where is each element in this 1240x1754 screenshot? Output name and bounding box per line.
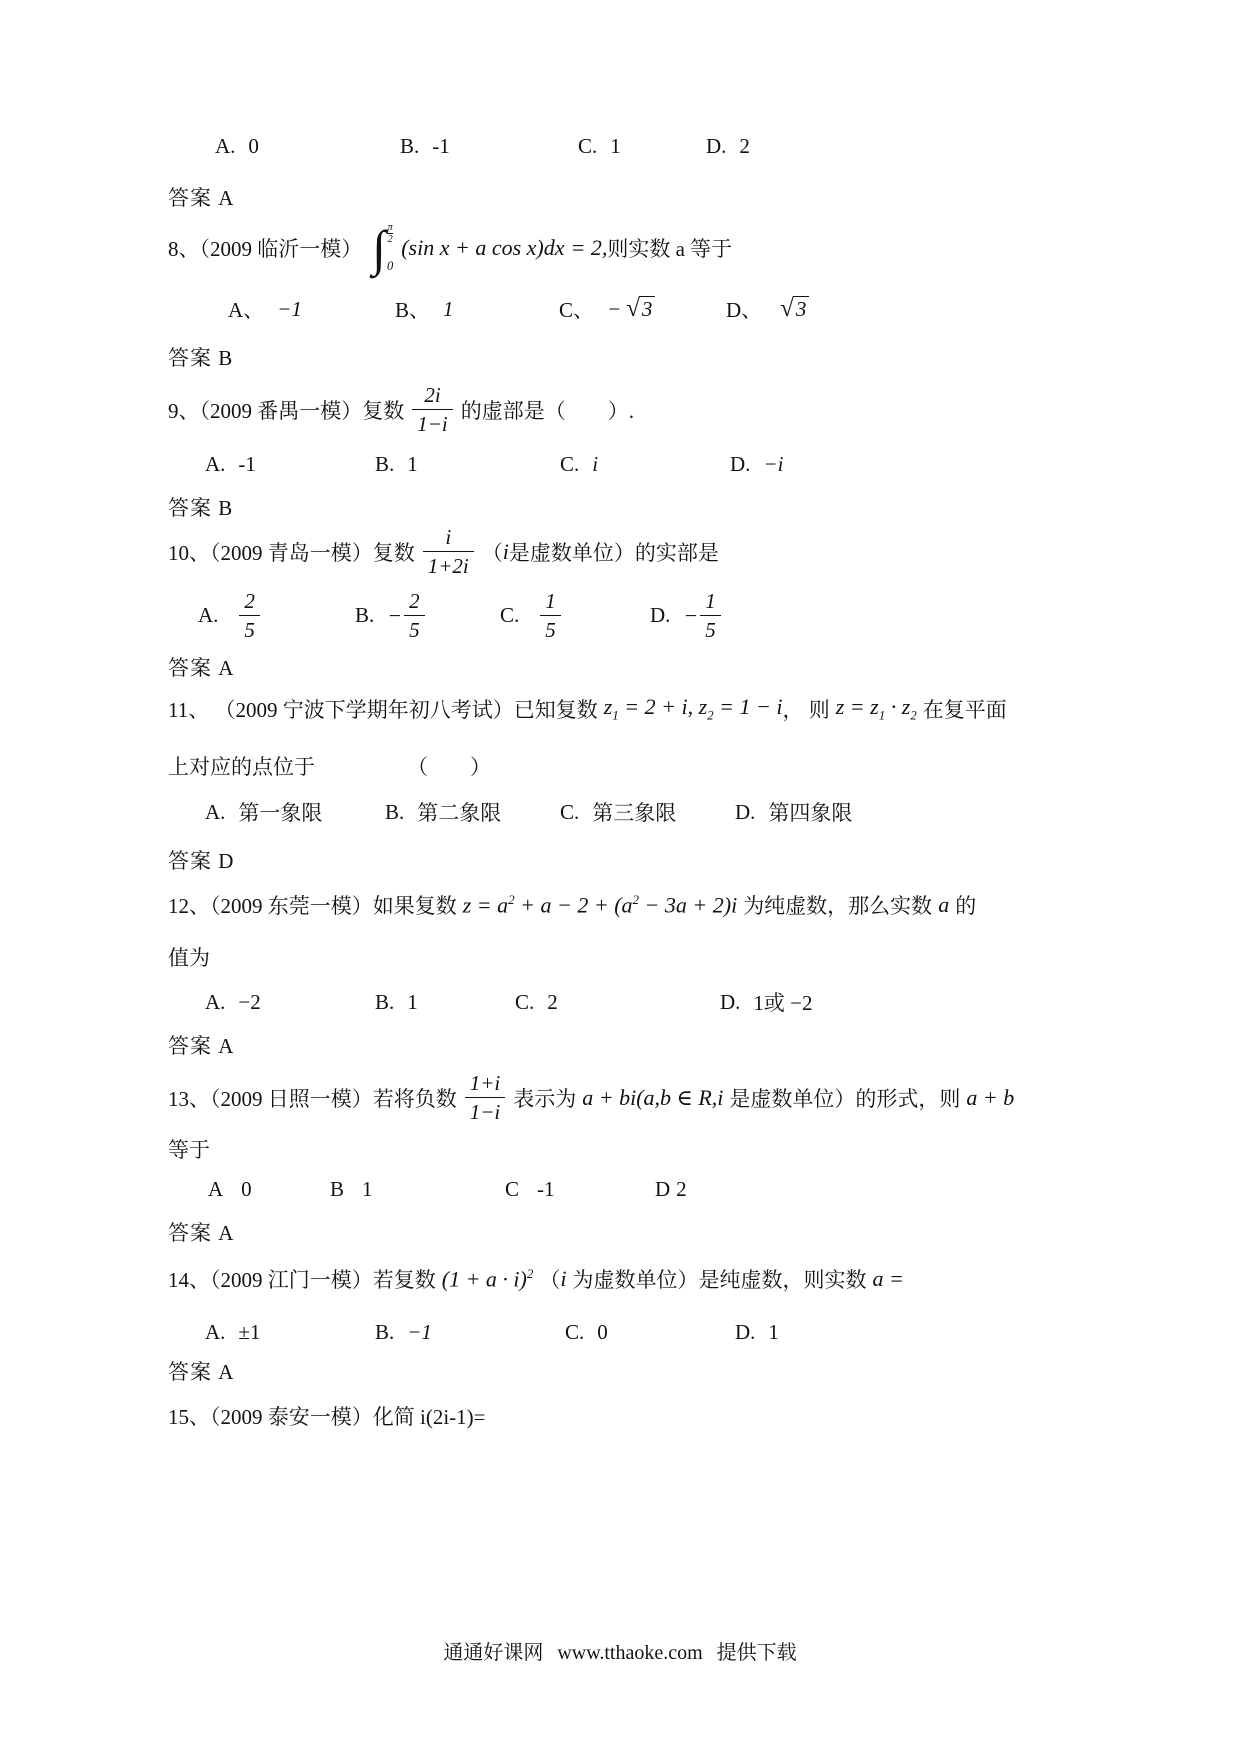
- subscript: 1: [878, 707, 886, 723]
- math-text: z: [603, 694, 613, 720]
- option-a: [215, 134, 400, 159]
- option-label: D.: [730, 452, 751, 476]
- option-value: 第四象限: [768, 801, 853, 825]
- option-value: −1: [277, 296, 302, 321]
- option-value: i: [592, 452, 599, 476]
- question-10-prefix: 10、（2009 青岛一模）复数: [168, 540, 415, 565]
- fraction-numerator: 2: [409, 589, 420, 613]
- footer-suffix: 提供下载: [716, 1642, 797, 1664]
- option-label: C.: [565, 1320, 585, 1344]
- option-label: D.: [720, 989, 741, 1014]
- answer-9: 答案 B: [168, 496, 234, 520]
- question-11-prefix: 11、 （2009 宁波下学期年初八考试）已知复数: [168, 698, 598, 722]
- answer-11: 答案 D: [168, 849, 235, 873]
- option-b: [330, 1177, 505, 1202]
- question-12-stem-line2: 值为: [168, 946, 210, 970]
- option-value: 1: [768, 1320, 779, 1344]
- question-11-line2-text: 上对应的点位于: [168, 755, 315, 779]
- option-label: B.: [375, 989, 395, 1014]
- fraction: [404, 588, 425, 643]
- answer-blank-parens: （ ）: [407, 755, 491, 779]
- question-15-stem: 15、（2009 泰安一模）化简 i(2i-1)=: [168, 1405, 486, 1429]
- answer-10: 答案 A: [168, 656, 235, 680]
- question-10-tail: 是虚数单位）的实部是: [508, 540, 719, 565]
- option-b: [385, 797, 560, 827]
- answer-8: 答案 B: [168, 346, 234, 370]
- option-d: [726, 294, 809, 324]
- option-c: [560, 452, 730, 477]
- option-label: C.: [578, 134, 598, 158]
- option-label: B.: [375, 1320, 395, 1344]
- option-d: [706, 134, 750, 159]
- option-b: [375, 452, 560, 477]
- question-14-prefix: 14、（2009 江门一模）若复数: [168, 1268, 436, 1292]
- option-d: [720, 987, 813, 1017]
- question-9-prefix: 9、（2009 番禺一模）复数: [168, 398, 405, 423]
- option-label: A.: [205, 1320, 226, 1344]
- option-a: [208, 1177, 330, 1202]
- option-label: C.: [560, 799, 580, 824]
- fraction-sign: −: [387, 602, 403, 628]
- option-label: C: [505, 1177, 520, 1201]
- fraction-numerator: 1: [545, 589, 556, 613]
- option-b: [375, 990, 515, 1015]
- option-value: -1: [537, 1177, 555, 1201]
- page-footer: [0, 1636, 1240, 1665]
- sqrt-symbol: √: [626, 295, 640, 322]
- option-b: [395, 294, 559, 324]
- integral-symbol: ∫: [372, 219, 386, 276]
- option-label: B: [330, 1177, 345, 1201]
- option-label: D.: [735, 1320, 756, 1344]
- question-14-stem: [168, 1264, 904, 1294]
- fraction-numerator: 2: [244, 589, 255, 613]
- question-7-options-row: [215, 134, 750, 159]
- math-text: = 2 + i, z: [618, 694, 708, 720]
- option-a: [205, 452, 375, 477]
- question-12-stem-line1: [168, 890, 976, 920]
- footer-site-name: 通通好课网: [443, 1642, 544, 1664]
- option-a: [205, 990, 375, 1015]
- option-label: C、: [559, 298, 595, 322]
- paren-open: （: [539, 1268, 561, 1292]
- subscript: 2: [707, 707, 714, 723]
- option-value: 第一象限: [238, 801, 323, 825]
- question-12-options-row: [205, 987, 813, 1017]
- option-value: −2: [238, 989, 261, 1014]
- sqrt-icon: [626, 296, 655, 322]
- fraction: [423, 524, 474, 579]
- question-11-options-row: [205, 797, 852, 827]
- question-13-mid2: 是虚数单位）的形式，则: [729, 1086, 961, 1111]
- integral-upper-limit: [387, 222, 393, 245]
- fraction-numerator: i: [445, 525, 452, 549]
- option-value: -1: [238, 452, 256, 476]
- fraction-denominator: 5: [700, 615, 721, 643]
- upper-limit-numerator: π: [387, 222, 393, 233]
- fraction-denominator: 1−i: [465, 1097, 506, 1125]
- fraction: [412, 382, 453, 437]
- question-14-options-row: [205, 1320, 779, 1345]
- option-value: 1: [407, 989, 418, 1014]
- superscript: 2: [508, 891, 515, 907]
- option-d: [735, 1320, 779, 1345]
- option-c: [505, 1177, 655, 1202]
- option-a: [205, 1320, 375, 1345]
- question-9-options-row: [205, 452, 783, 477]
- question-8-tail: 则实数 a 等于: [607, 237, 733, 261]
- question-13-prefix: 13、（2009 日照一模）若将负数: [168, 1086, 457, 1111]
- option-value: 2: [676, 1177, 687, 1201]
- option-c: [578, 134, 706, 159]
- option-label: D.: [650, 603, 671, 628]
- option-label: B.: [385, 799, 405, 824]
- question-10-stem: [168, 524, 719, 579]
- option-value: 第三象限: [592, 801, 677, 825]
- fraction-denominator: 1+2i: [423, 551, 474, 579]
- option-c: [565, 1320, 735, 1345]
- question-13-mid1: 表示为: [513, 1086, 577, 1111]
- option-label: D.: [735, 799, 756, 824]
- question-10-options-row: [198, 588, 729, 643]
- question-14-math2: a =: [872, 1266, 904, 1291]
- option-label: A.: [205, 799, 226, 824]
- question-13-math2: a + b: [966, 1084, 1015, 1110]
- fraction-denominator: 1−i: [412, 409, 453, 437]
- option-value: 1或 −2: [753, 991, 813, 1015]
- option-d: [730, 452, 783, 477]
- fraction-numerator: 1: [705, 589, 716, 613]
- option-value: 1: [443, 296, 454, 321]
- option-label: C.: [500, 603, 520, 628]
- fraction: [465, 1070, 506, 1125]
- option-a: [198, 588, 355, 643]
- question-11-math2: [836, 694, 917, 723]
- option-label: A.: [198, 603, 219, 628]
- footer-url: www.tthaoke.com: [557, 1642, 703, 1664]
- math-text: z = a: [462, 892, 509, 918]
- option-value: 1: [407, 452, 418, 476]
- option-value: 0: [248, 134, 259, 158]
- option-c: [559, 294, 726, 324]
- fraction-denominator: 5: [404, 615, 425, 643]
- option-label: C.: [560, 452, 580, 476]
- superscript: 2: [632, 891, 640, 907]
- option-value: 第二象限: [417, 801, 502, 825]
- math-text: − 3a + 2)i: [639, 892, 738, 918]
- answer-12: 答案 A: [168, 1034, 235, 1058]
- question-11-tail: 在复平面: [922, 698, 1007, 722]
- sqrt-symbol: √: [780, 295, 794, 322]
- option-value: 0: [241, 1177, 252, 1201]
- option-label: D: [655, 1177, 671, 1201]
- option-label: A.: [215, 134, 236, 158]
- question-11-mid: ， 则: [782, 698, 830, 722]
- sqrt-radicand: 3: [793, 296, 810, 322]
- question-12-tail: 的: [955, 894, 977, 918]
- option-b: [400, 134, 578, 159]
- question-11-math1: [604, 694, 783, 723]
- paren-open: （: [481, 540, 503, 565]
- option-value: −1: [407, 1320, 432, 1344]
- option-label: C.: [515, 989, 535, 1014]
- option-minus: −: [607, 296, 622, 321]
- integral-lower-limit: 0: [386, 259, 394, 273]
- option-value: −i: [763, 452, 784, 476]
- option-value: 1: [362, 1177, 373, 1201]
- math-text: z = z: [835, 694, 879, 720]
- option-label: D.: [706, 134, 727, 158]
- question-9-tail: 的虚部是（ ）.: [460, 398, 635, 423]
- fraction-numerator: 1+i: [469, 1071, 501, 1095]
- question-8-prefix: 8、（2009 临沂一模）: [168, 237, 363, 261]
- subscript: 1: [612, 707, 619, 723]
- option-label: A: [208, 1177, 224, 1201]
- option-label: A.: [205, 452, 226, 476]
- answer-7: 答案 A: [168, 186, 235, 210]
- math-text: = 1 − i: [713, 694, 783, 720]
- question-13-stem-line1: [168, 1070, 1014, 1125]
- sqrt-icon: [780, 296, 809, 322]
- answer-13: 答案 A: [168, 1221, 235, 1245]
- fraction-sign: −: [683, 602, 699, 628]
- math-text: + a − 2 + (a: [514, 892, 633, 918]
- option-value: -1: [432, 134, 450, 158]
- question-11-stem-line1: [168, 694, 1007, 724]
- option-c: [500, 588, 650, 643]
- fraction: [540, 588, 561, 643]
- answer-14: 答案 A: [168, 1360, 235, 1384]
- question-14-tail: 为虚数单位）是纯虚数，则实数: [572, 1268, 867, 1292]
- fraction-denominator: 5: [239, 615, 260, 643]
- question-8-options-row: [228, 294, 809, 324]
- integral-limits: [387, 222, 393, 274]
- question-12-mid: 为纯虚数，那么实数: [743, 894, 933, 918]
- option-label: D、: [726, 298, 763, 322]
- fraction-denominator: 5: [540, 615, 561, 643]
- option-label: B、: [395, 298, 431, 322]
- question-12-math1: [463, 892, 737, 918]
- fraction: [239, 588, 260, 643]
- question-13-stem-line2: 等于: [168, 1138, 210, 1162]
- option-a: [205, 797, 385, 827]
- question-8-equals: = 2,: [570, 235, 608, 260]
- question-14-math1: [442, 1266, 534, 1292]
- question-13-math1: a + bi(a,b ∈ R,i: [582, 1084, 724, 1110]
- option-value: ±1: [238, 1320, 261, 1344]
- option-label: B.: [375, 452, 395, 476]
- question-9-stem: [168, 382, 634, 437]
- question-13-options-row: [208, 1177, 687, 1202]
- math-text: (1 + a · i): [441, 1266, 527, 1292]
- question-12-math2: a: [938, 892, 950, 917]
- imaginary-unit: i: [560, 1266, 567, 1291]
- superscript: 2: [526, 1265, 534, 1281]
- sqrt-radicand: 3: [639, 296, 656, 322]
- option-label: B.: [400, 134, 420, 158]
- subscript: 2: [910, 707, 917, 723]
- option-label: B.: [355, 603, 375, 628]
- option-d: [735, 797, 852, 827]
- option-b: [375, 1320, 565, 1345]
- option-label: A、: [228, 298, 265, 322]
- option-a: [228, 294, 395, 324]
- option-value: 1: [610, 134, 621, 158]
- math-text: · z: [885, 694, 911, 720]
- option-value: 0: [597, 1320, 608, 1344]
- fraction-numerator: 2i: [424, 383, 441, 407]
- option-value: 2: [547, 989, 558, 1014]
- question-8-formula: (sin x + a cos x)dx: [401, 235, 565, 260]
- option-label: A.: [205, 989, 226, 1014]
- integral-icon: [372, 219, 394, 276]
- option-d: [655, 1177, 687, 1202]
- imaginary-unit: i: [502, 538, 509, 564]
- upper-limit-denominator: 2: [387, 234, 393, 246]
- option-value: 2: [739, 134, 750, 158]
- option-b: [355, 588, 500, 643]
- option-d: [650, 588, 729, 643]
- option-c: [560, 797, 735, 827]
- question-8-stem: [168, 219, 733, 276]
- option-c: [515, 990, 720, 1015]
- question-11-stem-line2: [168, 754, 491, 780]
- fraction: [700, 588, 721, 643]
- question-12-prefix: 12、（2009 东莞一模）如果复数: [168, 894, 457, 918]
